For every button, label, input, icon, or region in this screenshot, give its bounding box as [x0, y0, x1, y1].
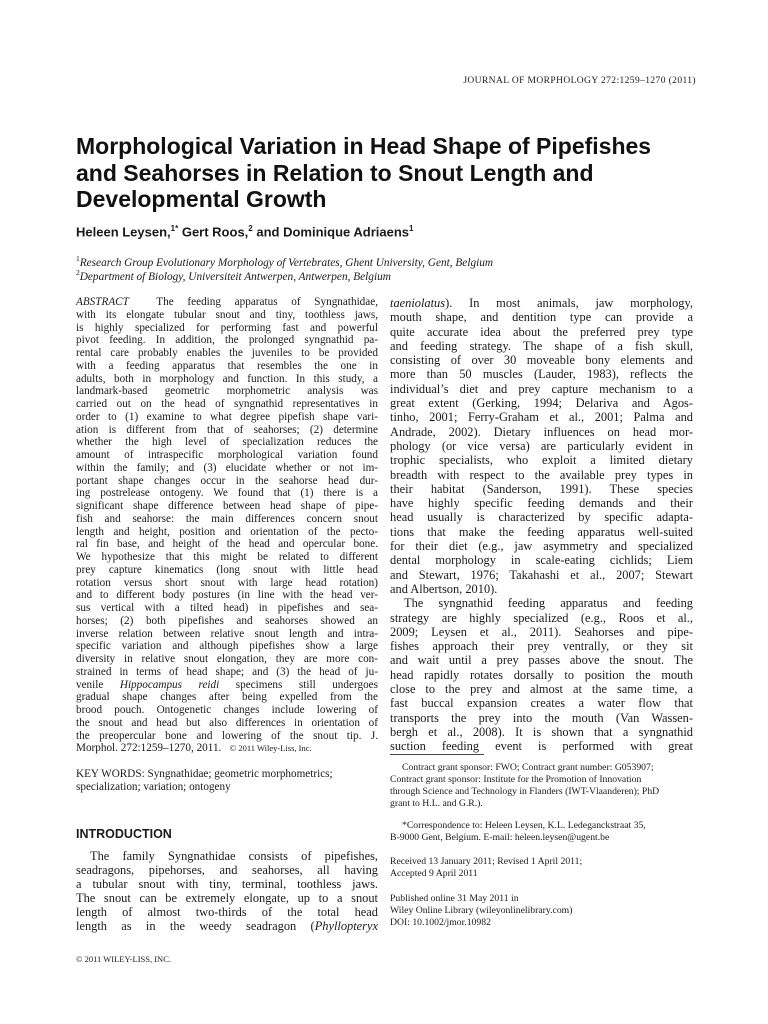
- abstract-line: pivot feeding. In addition, the prolonged syngnathid pa-: [76, 334, 378, 347]
- abstract-line: [76, 742, 378, 755]
- body-text: ). In most animals, jaw morphology,: [445, 296, 693, 310]
- body-line: tinho, 2001; Ferry-Graham et al., 2001; Palma and: [390, 410, 693, 425]
- body-line: strategy are highly specialized (e.g., Roos et al.,: [390, 610, 693, 625]
- publication-footnote: [390, 893, 696, 929]
- body-text: length as in the weedy seadragon (: [76, 919, 315, 934]
- abstract-line: ing postrelease ontogeny. We found that (1) there is a: [76, 487, 378, 500]
- body-line: mouth shape, and dentition type can provide a: [390, 310, 693, 325]
- abstract-line: the preopercular bone and lowering of the snout tip. J.: [76, 729, 378, 742]
- affiliation-text: Research Group Evolutionary Morphology of Vertebrates, Ghent University, Gent, Belgium: [79, 256, 494, 269]
- abstract-line: whether the high level of specialization reduces the: [76, 436, 378, 449]
- body-line: a tubular snout with tiny, terminal, toothless jaws.: [76, 877, 378, 892]
- affiliation-marker: 1: [76, 254, 80, 263]
- body-line: [76, 919, 378, 933]
- abstract-copyright: © 2011 Wiley-Liss, Inc.: [229, 743, 312, 754]
- abstract-line: inverse relation between relative snout length and intra-: [76, 627, 378, 640]
- body-line: length of almost two-thirds of the total head: [76, 905, 378, 920]
- abstract-line: is highly specialized for performing fast and powerful: [76, 321, 378, 334]
- body-line: quite accurate idea about the preferred prey type: [390, 324, 693, 339]
- body-line: individual’s diet and prey capture mechanism to a: [390, 381, 693, 396]
- species-name: taeniolatus: [390, 296, 446, 310]
- affiliation: [76, 268, 696, 283]
- footnote-line: B-9000 Gent, Belgium. E-mail: heleen.leysen@ugent.be: [390, 832, 610, 843]
- abstract-line: length and height, position and orientation of the pecto-: [76, 525, 378, 538]
- footnote-line: Published online 31 May 2011 in: [390, 893, 519, 904]
- author-marker: 2: [248, 224, 253, 233]
- footnote-line: Contract grant sponsor: Institute for the Promotion of Innovation: [390, 774, 642, 785]
- affiliation: [76, 254, 696, 269]
- abstract-line: portant shape changes occur in the seahorse head dur-: [76, 474, 378, 487]
- author-name: Gert Roos,: [178, 224, 249, 240]
- abstract-line: with a feeding apparatus that resembles the one in: [76, 359, 378, 372]
- abstract-line: We hypothesize that this might be related to different: [76, 551, 378, 563]
- body-line: breadth with respect to the available prey types in: [390, 467, 693, 482]
- body-line: 2009; Leysen et al., 2011). Seahorses and pipe-: [390, 624, 693, 639]
- species-name: Hippocampus reidi: [119, 678, 220, 691]
- body-line: have highly specific feeding demands and their: [390, 496, 693, 511]
- abstract-line: rental care probably enables the juveniles to be provided: [76, 347, 378, 359]
- footnote-line: Contract grant sponsor: FWO; Contract grant number: G053907;: [402, 762, 654, 773]
- author-marker: 1*: [170, 224, 179, 233]
- abstract: [76, 296, 378, 755]
- abstract-label: ABSTRACT: [76, 296, 129, 308]
- abstract-line: order to (1) examine to what degree pipefish shape vari-: [76, 410, 378, 423]
- abstract-line: fish and seahorse: the main differences concern snout: [76, 512, 378, 525]
- body-line: transports the prey into the mouth (Van Wassen-: [390, 710, 693, 725]
- abstract-line: amount of intraspecific morphological variation found: [76, 449, 378, 461]
- abstract-line: within the family; and (3) elucidate whether or not im-: [76, 461, 378, 474]
- footnote-divider: [390, 754, 484, 755]
- body-line: their habitat (Sanderson, 1991). These species: [390, 481, 693, 496]
- body-line: [390, 296, 693, 310]
- body-line: fast buccal expansion creates a water flow that: [390, 696, 693, 711]
- keywords-line: KEY WORDS: Syngnathidae; geometric morphometrics;: [76, 768, 333, 780]
- title-line: and Seahorses in Relation to Snout Length and: [76, 159, 594, 186]
- title-line: Morphological Variation in Head Shape of Pipefishes: [76, 133, 652, 159]
- body-line: dental morphology in scale-eating cichlids; Liem: [390, 553, 693, 568]
- title-line: Developmental Growth: [76, 186, 327, 212]
- body-line: head rapidly rotates dorsally to position the mouth: [390, 667, 693, 682]
- abstract-line: prey capture kinematics (long snout with little head: [76, 563, 378, 576]
- keywords: [76, 768, 378, 794]
- keywords-line: specialization; variation; ontogeny: [76, 781, 231, 793]
- body-line: trophic specialists, who exploit a limited dietary: [390, 453, 693, 468]
- body-line: The family Syngnathidae consists of pipefishes,: [90, 849, 378, 863]
- species-name: Phyllopteryx: [314, 919, 378, 934]
- abstract-line: rotation versus short snout with large head rotation): [76, 576, 378, 589]
- body-line: for their diet (e.g., jaw asymmetry and specialized: [390, 539, 693, 554]
- article-title: [76, 133, 696, 213]
- author-name: and Dominique Adriaens: [252, 224, 410, 240]
- abstract-line: [76, 679, 378, 692]
- section-heading: INTRODUCTION: [76, 827, 172, 841]
- abstract-line: [76, 296, 378, 309]
- body-line: fishes approach their prey ventrally, or they sit: [390, 639, 693, 654]
- abstract-line: diversity in relative snout elongation, they are more con-: [76, 653, 378, 665]
- footnote-line: Received 13 January 2011; Revised 1 April 2011;: [390, 856, 583, 867]
- correspondence-footnote: [390, 820, 696, 844]
- abstract-line: brood pouch. Ontogenetic changes include lowering of: [76, 704, 378, 716]
- body-line: consisting of over 30 moveable bony elements and: [390, 353, 693, 368]
- abstract-text: venile: [76, 678, 120, 691]
- footnote-line: *Correspondence to: Heleen Leysen, K.L. Ledeganckstraat 35,: [402, 820, 646, 831]
- grant-footnote: [390, 762, 696, 810]
- abstract-line: ation is different from that of seahorses; (2) determine: [76, 423, 378, 436]
- affiliation-text: Department of Biology, Universiteit Antwerpen, Antwerpen, Belgium: [79, 270, 391, 283]
- footnote-line: Accepted 9 April 2011: [390, 868, 478, 879]
- dates-footnote: [390, 856, 696, 880]
- abstract-text: The feeding apparatus of Syngnathidae,: [156, 296, 379, 308]
- abstract-line: significant shape difference between head shape of pipe-: [76, 500, 378, 512]
- abstract-line: with its elongate tubular snout and tiny, toothless jaws,: [76, 308, 378, 321]
- right-column-body: [390, 296, 693, 754]
- body-line: head usually is characterized by specific adapta-: [390, 510, 693, 525]
- body-line: seadragons, pipehorses, and seahorses, all having: [76, 863, 378, 878]
- journal-header: JOURNAL OF MORPHOLOGY 272:1259–1270 (2011): [463, 76, 696, 86]
- footnote-line: DOI: 10.1002/jmor.10982: [390, 917, 491, 928]
- body-line: tions that make the feeding apparatus well-suited: [390, 524, 693, 539]
- body-line: Andrade, 2002). Dietary influences on head mor-: [390, 424, 693, 439]
- body-line: great extent (Gerking, 1994; Delariva and Agos-: [390, 396, 693, 411]
- abstract-line: the snout and head but also differences in orientation of: [76, 716, 378, 729]
- abstract-line: sus vertical with a tilted head) in pipefishes and sea-: [76, 602, 378, 614]
- footnote-line: through Science and Technology in Flanders (IWT-Vlaanderen); PhD: [390, 786, 660, 797]
- introduction-body: [76, 849, 378, 934]
- abstract-line: and to different body postures (in line with the head ver-: [76, 589, 378, 602]
- abstract-line: horses; (2) both pipefishes and seahorses showed an: [76, 614, 378, 627]
- body-line: suction feeding event is performed with great: [390, 739, 693, 754]
- body-line: and Albertson, 2010).: [390, 581, 498, 596]
- abstract-line: adults, both in morphology and function. In this study, a: [76, 372, 378, 385]
- page-copyright: © 2011 WILEY-LISS, INC.: [76, 954, 171, 964]
- abstract-line: gradual shape changes after being expelled from the: [76, 691, 378, 704]
- abstract-line: specific variation and although pipefishes show a large: [76, 640, 378, 653]
- abstract-citation: Morphol. 272:1259–1270, 2011.: [76, 742, 222, 755]
- affiliation-marker: 2: [76, 268, 80, 277]
- author-marker: 1: [409, 224, 414, 233]
- abstract-line: carried out on the head of syngnathid representatives in: [76, 398, 378, 410]
- abstract-line: landmark-based geometric morphometric analysis was: [76, 385, 378, 398]
- author-list: [76, 224, 413, 239]
- abstract-line: ral fin base, and height of the head and opercular bone.: [76, 538, 378, 551]
- body-line: close to the prey and almost at the same time, a: [390, 682, 693, 697]
- body-line: bergh et al., 2008). It is shown that a syngnathid: [390, 724, 693, 739]
- body-line: phology (or vice versa) are particularly evident in: [390, 438, 693, 453]
- body-line: more than 50 muscles (Lauder, 1983), reflects the: [390, 367, 693, 382]
- abstract-line: strained in terms of head shape; and (3) the head of ju-: [76, 665, 378, 678]
- body-line: and wait until a prey passes above the snout. The: [390, 653, 693, 668]
- author-name: Heleen Leysen,: [76, 224, 171, 240]
- body-line: and feeding strategy. The shape of a fish skull,: [390, 338, 693, 353]
- body-line: and Stewart, 1976; Takahashi et al., 2007; Stewart: [390, 567, 693, 582]
- footnote-line: grant to H.L. and G.R.).: [390, 798, 483, 809]
- body-line: The snout can be extremely elongate, up to a snout: [76, 891, 378, 906]
- body-line: The syngnathid feeding apparatus and feeding: [404, 596, 693, 611]
- footnote-line: Wiley Online Library (wileyonlinelibrary.com): [390, 905, 573, 916]
- abstract-text: specimens still undergoes: [219, 678, 378, 691]
